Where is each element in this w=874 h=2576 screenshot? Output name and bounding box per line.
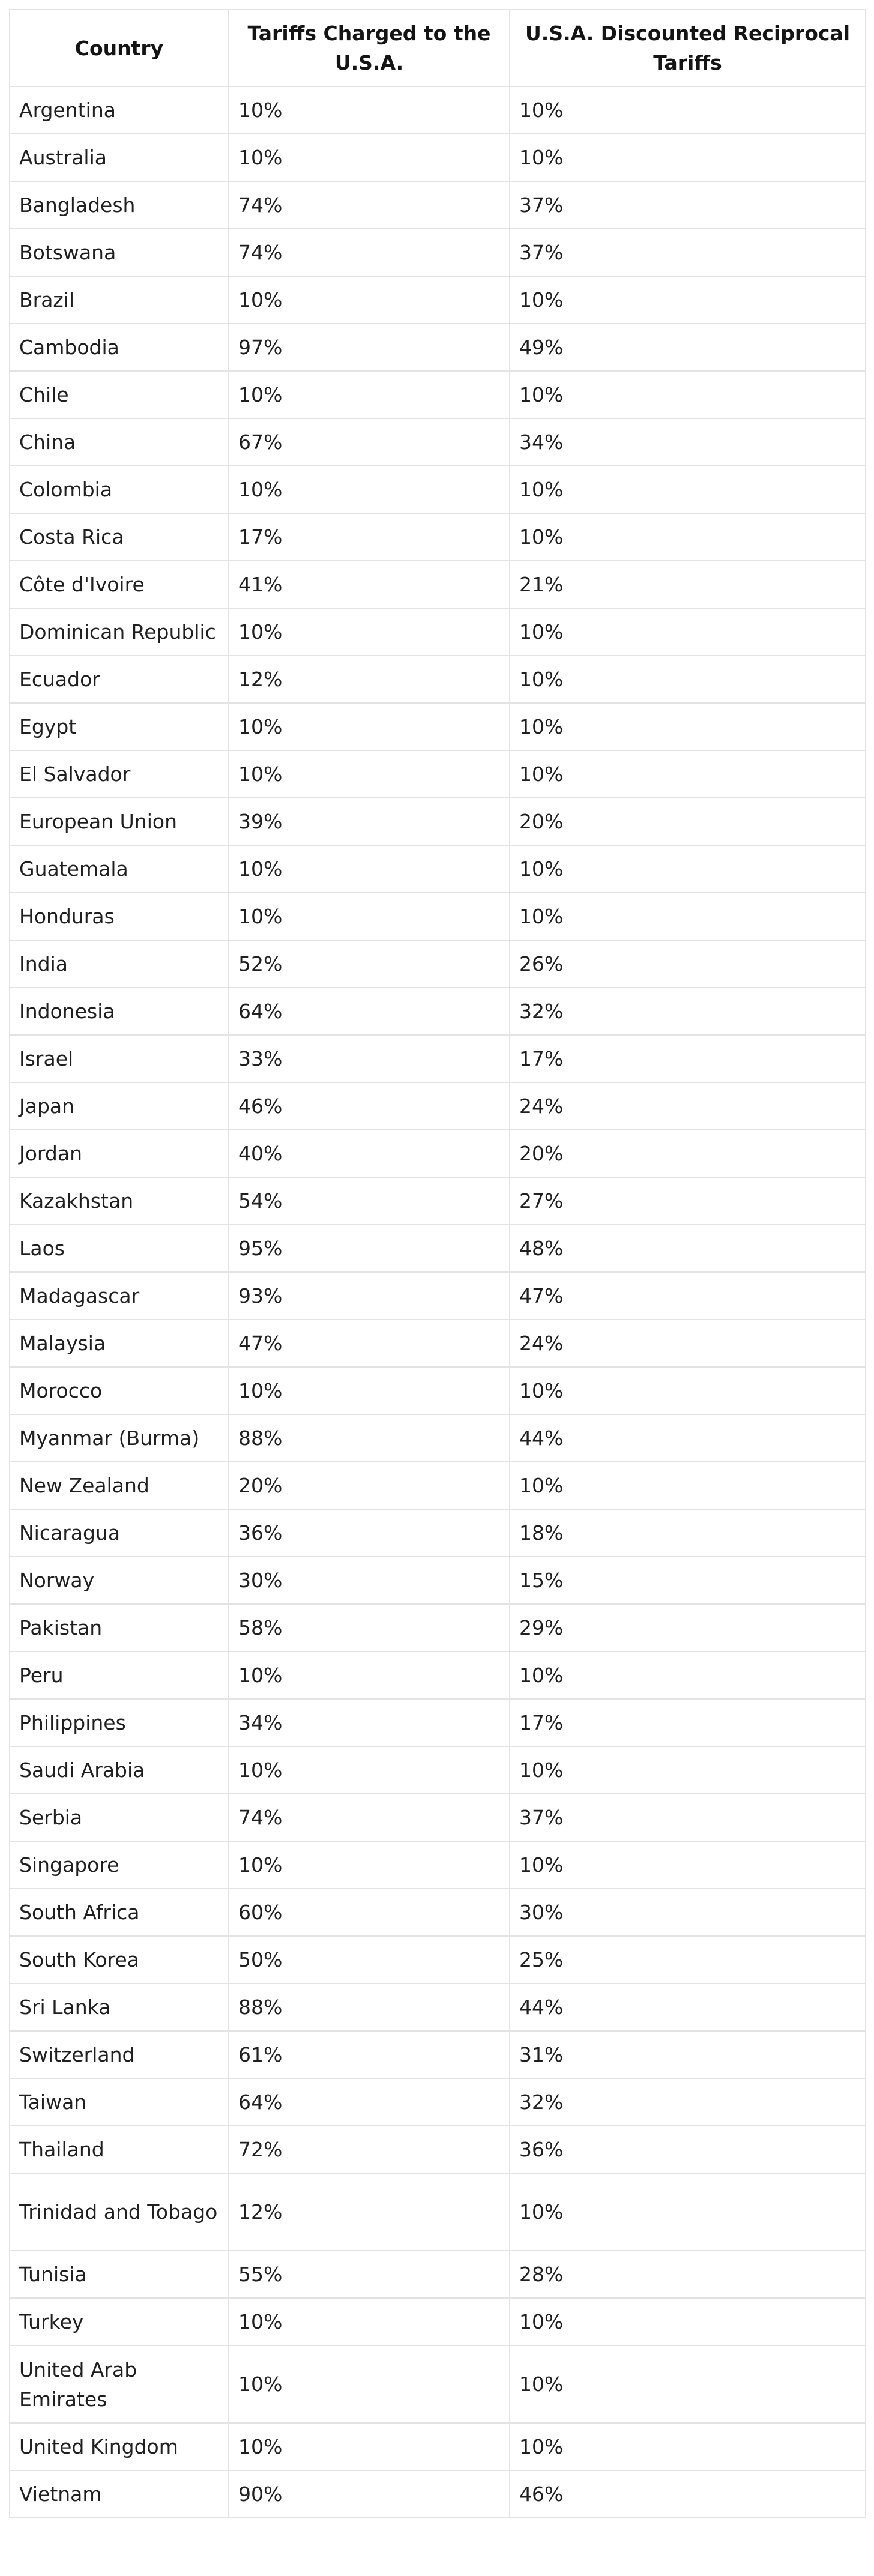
country-cell: Philippines xyxy=(10,1699,229,1746)
reciprocal-tariff-cell: 10% xyxy=(510,1841,866,1889)
country-cell: Egypt xyxy=(10,703,229,750)
tariff-charged-cell: 34% xyxy=(229,1699,510,1746)
table-row xyxy=(10,1699,866,1746)
tariff-charged-cell: 74% xyxy=(229,229,510,276)
country-cell: Israel xyxy=(10,1035,229,1082)
country-cell: Peru xyxy=(10,1651,229,1699)
country-cell: Morocco xyxy=(10,1367,229,1414)
reciprocal-tariff-cell: 29% xyxy=(510,1604,866,1651)
tariff-charged-cell: 39% xyxy=(229,798,510,845)
tariff-charged-cell: 17% xyxy=(229,513,510,561)
reciprocal-tariff-cell: 10% xyxy=(510,845,866,893)
tariff-charged-cell: 10% xyxy=(229,1841,510,1889)
reciprocal-tariff-cell: 10% xyxy=(510,371,866,418)
reciprocal-tariff-cell: 10% xyxy=(510,276,866,324)
reciprocal-tariff-cell: 10% xyxy=(510,2298,866,2345)
table-row xyxy=(10,1320,866,1367)
tariff-charged-cell: 10% xyxy=(229,86,510,134)
tariff-charged-cell: 88% xyxy=(229,1414,510,1462)
reciprocal-tariff-cell: 28% xyxy=(510,2251,866,2298)
table-row xyxy=(10,561,866,608)
country-cell: United Arab Emirates xyxy=(10,2345,229,2423)
table-row xyxy=(10,2298,866,2345)
country-cell: Nicaragua xyxy=(10,1509,229,1557)
tariff-charged-cell: 12% xyxy=(229,2173,510,2251)
reciprocal-tariff-cell: 34% xyxy=(510,418,866,466)
tariff-charged-cell: 10% xyxy=(229,466,510,513)
table-row xyxy=(10,1889,866,1936)
country-cell: Bangladesh xyxy=(10,181,229,229)
reciprocal-tariff-cell: 17% xyxy=(510,1035,866,1082)
country-cell: Côte d'Ivoire xyxy=(10,561,229,608)
country-cell: Argentina xyxy=(10,86,229,134)
reciprocal-tariff-cell: 10% xyxy=(510,2173,866,2251)
reciprocal-tariff-cell: 46% xyxy=(510,2470,866,2518)
tariff-charged-cell: 10% xyxy=(229,1651,510,1699)
tariff-charged-cell: 10% xyxy=(229,1367,510,1414)
tariff-charged-cell: 64% xyxy=(229,2078,510,2126)
tariff-charged-cell: 61% xyxy=(229,2031,510,2078)
table-row xyxy=(10,656,866,703)
tariff-charged-cell: 10% xyxy=(229,1746,510,1794)
tariff-charged-cell: 95% xyxy=(229,1225,510,1272)
reciprocal-tariff-cell: 26% xyxy=(510,940,866,988)
table-row xyxy=(10,2423,866,2470)
country-cell: Australia xyxy=(10,134,229,181)
reciprocal-tariff-cell: 15% xyxy=(510,1557,866,1604)
reciprocal-tariff-cell: 44% xyxy=(510,1983,866,2031)
reciprocal-tariff-cell: 10% xyxy=(510,656,866,703)
table-row xyxy=(10,1557,866,1604)
country-cell: Cambodia xyxy=(10,324,229,371)
reciprocal-tariff-cell: 37% xyxy=(510,229,866,276)
country-cell: Laos xyxy=(10,1225,229,1272)
table-row xyxy=(10,513,866,561)
country-cell: Brazil xyxy=(10,276,229,324)
tariff-charged-cell: 40% xyxy=(229,1130,510,1177)
country-cell: Dominican Republic xyxy=(10,608,229,656)
table-row xyxy=(10,1604,866,1651)
table-row xyxy=(10,750,866,798)
reciprocal-tariff-cell: 18% xyxy=(510,1509,866,1557)
tariff-charged-cell: 60% xyxy=(229,1889,510,1936)
tariff-charged-cell: 10% xyxy=(229,750,510,798)
reciprocal-tariff-cell: 10% xyxy=(510,703,866,750)
tariff-table-container xyxy=(9,9,865,2518)
country-cell: Thailand xyxy=(10,2126,229,2173)
table-row xyxy=(10,1035,866,1082)
tariff-charged-cell: 20% xyxy=(229,1462,510,1509)
country-cell: Sri Lanka xyxy=(10,1983,229,2031)
tariff-charged-cell: 10% xyxy=(229,371,510,418)
tariff-charged-cell: 36% xyxy=(229,1509,510,1557)
table-row xyxy=(10,134,866,181)
reciprocal-tariff-cell: 47% xyxy=(510,1272,866,1320)
country-cell: Guatemala xyxy=(10,845,229,893)
country-cell: South Africa xyxy=(10,1889,229,1936)
country-cell: Kazakhstan xyxy=(10,1177,229,1225)
reciprocal-tariff-cell: 10% xyxy=(510,134,866,181)
country-cell: Turkey xyxy=(10,2298,229,2345)
country-cell: Indonesia xyxy=(10,988,229,1035)
header-country: Country xyxy=(10,10,229,86)
country-cell: Colombia xyxy=(10,466,229,513)
tariff-charged-cell: 10% xyxy=(229,134,510,181)
reciprocal-tariff-cell: 10% xyxy=(510,608,866,656)
country-cell: El Salvador xyxy=(10,750,229,798)
country-cell: Costa Rica xyxy=(10,513,229,561)
country-cell: Madagascar xyxy=(10,1272,229,1320)
country-cell: Taiwan xyxy=(10,2078,229,2126)
reciprocal-tariff-cell: 31% xyxy=(510,2031,866,2078)
reciprocal-tariff-cell: 32% xyxy=(510,988,866,1035)
table-row xyxy=(10,418,866,466)
table-row xyxy=(10,1651,866,1699)
tariff-charged-cell: 41% xyxy=(229,561,510,608)
country-cell: Pakistan xyxy=(10,1604,229,1651)
reciprocal-tariff-cell: 17% xyxy=(510,1699,866,1746)
reciprocal-tariff-cell: 37% xyxy=(510,1794,866,1841)
reciprocal-tariff-cell: 24% xyxy=(510,1082,866,1130)
tariff-charged-cell: 46% xyxy=(229,1082,510,1130)
table-row xyxy=(10,845,866,893)
reciprocal-tariff-cell: 10% xyxy=(510,2423,866,2470)
country-cell: Norway xyxy=(10,1557,229,1604)
tariff-charged-cell: 54% xyxy=(229,1177,510,1225)
tariff-charged-cell: 10% xyxy=(229,845,510,893)
table-row xyxy=(10,1936,866,1983)
reciprocal-tariff-cell: 21% xyxy=(510,561,866,608)
table-row xyxy=(10,1367,866,1414)
country-cell: New Zealand xyxy=(10,1462,229,1509)
country-cell: European Union xyxy=(10,798,229,845)
reciprocal-tariff-cell: 10% xyxy=(510,513,866,561)
table-row xyxy=(10,2173,866,2251)
country-cell: Saudi Arabia xyxy=(10,1746,229,1794)
table-row xyxy=(10,1414,866,1462)
tariff-charged-cell: 90% xyxy=(229,2470,510,2518)
table-row xyxy=(10,1130,866,1177)
tariff-charged-cell: 67% xyxy=(229,418,510,466)
table-row xyxy=(10,2345,866,2423)
country-cell: Singapore xyxy=(10,1841,229,1889)
table-row xyxy=(10,703,866,750)
country-cell: Malaysia xyxy=(10,1320,229,1367)
reciprocal-tariff-cell: 37% xyxy=(510,181,866,229)
country-cell: United Kingdom xyxy=(10,2423,229,2470)
tariff-charged-cell: 52% xyxy=(229,940,510,988)
reciprocal-tariff-cell: 10% xyxy=(510,893,866,940)
reciprocal-tariff-cell: 20% xyxy=(510,1130,866,1177)
country-cell: Serbia xyxy=(10,1794,229,1841)
table-row xyxy=(10,798,866,845)
tariff-charged-cell: 97% xyxy=(229,324,510,371)
country-cell: Vietnam xyxy=(10,2470,229,2518)
reciprocal-tariff-cell: 10% xyxy=(510,86,866,134)
tariff-charged-cell: 58% xyxy=(229,1604,510,1651)
reciprocal-tariff-cell: 10% xyxy=(510,466,866,513)
table-row xyxy=(10,1794,866,1841)
tariff-charged-cell: 10% xyxy=(229,608,510,656)
tariff-charged-cell: 55% xyxy=(229,2251,510,2298)
table-row xyxy=(10,988,866,1035)
country-cell: Myanmar (Burma) xyxy=(10,1414,229,1462)
reciprocal-tariff-cell: 10% xyxy=(510,1462,866,1509)
table-row xyxy=(10,1225,866,1272)
tariff-charged-cell: 72% xyxy=(229,2126,510,2173)
tariff-charged-cell: 10% xyxy=(229,276,510,324)
table-row xyxy=(10,2126,866,2173)
table-row xyxy=(10,229,866,276)
country-cell: India xyxy=(10,940,229,988)
tariff-charged-cell: 74% xyxy=(229,1794,510,1841)
table-row xyxy=(10,371,866,418)
table-row xyxy=(10,324,866,371)
table-row xyxy=(10,2031,866,2078)
country-cell: Tunisia xyxy=(10,2251,229,2298)
tariff-charged-cell: 88% xyxy=(229,1983,510,2031)
tariff-charged-cell: 50% xyxy=(229,1936,510,1983)
table-row xyxy=(10,86,866,134)
reciprocal-tariff-cell: 25% xyxy=(510,1936,866,1983)
table-row xyxy=(10,608,866,656)
country-cell: Switzerland xyxy=(10,2031,229,2078)
reciprocal-tariff-cell: 36% xyxy=(510,2126,866,2173)
reciprocal-tariff-cell: 10% xyxy=(510,1651,866,1699)
country-cell: South Korea xyxy=(10,1936,229,1983)
tariff-charged-cell: 30% xyxy=(229,1557,510,1604)
country-cell: Ecuador xyxy=(10,656,229,703)
reciprocal-tariff-cell: 44% xyxy=(510,1414,866,1462)
reciprocal-tariff-cell: 30% xyxy=(510,1889,866,1936)
table-row xyxy=(10,1746,866,1794)
table-row xyxy=(10,1841,866,1889)
table-row xyxy=(10,276,866,324)
reciprocal-tariff-cell: 10% xyxy=(510,1746,866,1794)
table-row xyxy=(10,2078,866,2126)
country-cell: China xyxy=(10,418,229,466)
table-row xyxy=(10,1983,866,2031)
tariff-charged-cell: 12% xyxy=(229,656,510,703)
reciprocal-tariff-cell: 49% xyxy=(510,324,866,371)
reciprocal-tariff-cell: 32% xyxy=(510,2078,866,2126)
table-row xyxy=(10,2470,866,2518)
table-row xyxy=(10,1082,866,1130)
tariff-charged-cell: 10% xyxy=(229,893,510,940)
table-row xyxy=(10,1509,866,1557)
country-cell: Botswana xyxy=(10,229,229,276)
tariff-charged-cell: 10% xyxy=(229,2298,510,2345)
tariff-charged-cell: 47% xyxy=(229,1320,510,1367)
tariff-charged-cell: 10% xyxy=(229,703,510,750)
tariff-charged-cell: 10% xyxy=(229,2423,510,2470)
table-row xyxy=(10,2251,866,2298)
table-row xyxy=(10,1462,866,1509)
country-cell: Japan xyxy=(10,1082,229,1130)
reciprocal-tariff-cell: 27% xyxy=(510,1177,866,1225)
table-body xyxy=(10,86,866,2518)
reciprocal-tariff-cell: 10% xyxy=(510,2345,866,2423)
tariff-charged-cell: 33% xyxy=(229,1035,510,1082)
table-row xyxy=(10,1177,866,1225)
tariff-table xyxy=(9,9,866,2518)
header-reciprocal-tariffs: U.S.A. Discounted Reciprocal Tariffs xyxy=(510,10,866,86)
country-cell: Jordan xyxy=(10,1130,229,1177)
table-row xyxy=(10,893,866,940)
table-row xyxy=(10,181,866,229)
tariff-charged-cell: 10% xyxy=(229,2345,510,2423)
tariff-charged-cell: 93% xyxy=(229,1272,510,1320)
table-header-row xyxy=(10,10,866,86)
country-cell: Chile xyxy=(10,371,229,418)
table-row xyxy=(10,940,866,988)
header-tariffs-charged: Tariffs Charged to the U.S.A. xyxy=(229,10,510,86)
tariff-charged-cell: 74% xyxy=(229,181,510,229)
reciprocal-tariff-cell: 10% xyxy=(510,1367,866,1414)
table-row xyxy=(10,1272,866,1320)
reciprocal-tariff-cell: 20% xyxy=(510,798,866,845)
table-row xyxy=(10,466,866,513)
tariff-charged-cell: 64% xyxy=(229,988,510,1035)
reciprocal-tariff-cell: 10% xyxy=(510,750,866,798)
country-cell: Trinidad and Tobago xyxy=(10,2173,229,2251)
reciprocal-tariff-cell: 48% xyxy=(510,1225,866,1272)
country-cell: Honduras xyxy=(10,893,229,940)
reciprocal-tariff-cell: 24% xyxy=(510,1320,866,1367)
